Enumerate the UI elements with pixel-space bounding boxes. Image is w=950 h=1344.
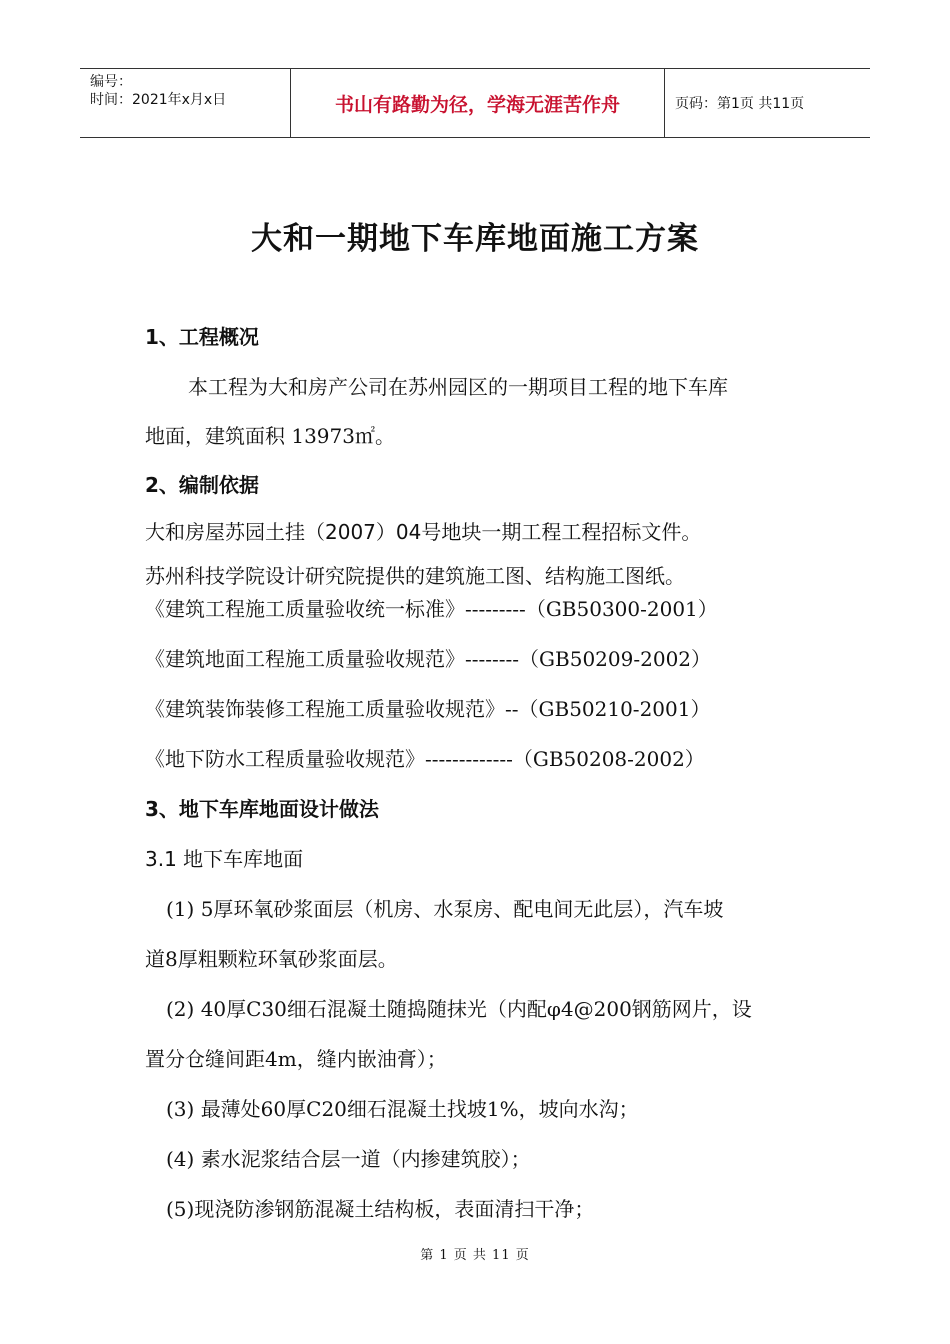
subsection-heading: 3.1 地下车库地面 (145, 847, 304, 871)
list-item: (2) 40厚C30细石混凝土随捣随抹光（内配φ4@200钢筋网片，设 (166, 997, 752, 1021)
document-date: 时间：2021年x月x日 (90, 92, 227, 108)
header-meta (80, 69, 291, 137)
document-code-label: 编号： (90, 74, 132, 90)
basis-item: 《建筑装饰装修工程施工质量验收规范》--（GB50210-2001） (145, 697, 711, 721)
basis-item: 《地下防水工程质量验收规范》-------------（GB50208-2002） (145, 747, 705, 771)
header-motto: 书山有路勤为径，学海无涯苦作舟 (291, 69, 665, 137)
basis-item: 《建筑工程施工质量验收统一标准》---------（GB50300-2001） (145, 597, 718, 621)
basis-item: 苏州科技学院设计研究院提供的建筑施工图、结构施工图纸。 (145, 564, 685, 588)
section-heading-basis: 2、编制依据 (145, 473, 259, 497)
section-heading-design: 3、地下车库地面设计做法 (145, 797, 379, 821)
page-header (80, 68, 870, 138)
section-heading-overview: 1、工程概况 (145, 325, 259, 349)
list-item: (5)现浇防渗钢筋混凝土结构板，表面清扫干净； (166, 1197, 595, 1221)
paragraph-line: 地面，建筑面积 13973㎡。 (145, 424, 395, 448)
list-item: (3) 最薄处60厚C20细石混凝土找坡1%，坡向水沟； (166, 1097, 639, 1121)
list-item: (1) 5厚环氧砂浆面层（机房、水泵房、配电间无此层），汽车坡 (166, 897, 724, 921)
document-title: 大和一期地下车库地面施工方案 (251, 221, 699, 257)
list-item-continuation: 置分仓缝间距4m，缝内嵌油膏）； (145, 1047, 447, 1071)
list-item: (4) 素水泥浆结合层一道（内掺建筑胶）； (166, 1147, 531, 1171)
header-page-info: 页码：第1页 共11页 (675, 96, 805, 112)
paragraph-line: 本工程为大和房产公司在苏州园区的一期项目工程的地下车库 (188, 375, 728, 399)
basis-item: 《建筑地面工程施工质量验收规范》--------（GB50209-2002） (145, 647, 712, 671)
list-item-continuation: 道8厚粗颗粒环氧砂浆面层。 (145, 947, 398, 971)
page-footer: 第 1 页 共 11 页 (420, 1248, 530, 1263)
basis-item: 大和房屋苏园土挂（2007）04号地块一期工程工程招标文件。 (145, 520, 702, 544)
